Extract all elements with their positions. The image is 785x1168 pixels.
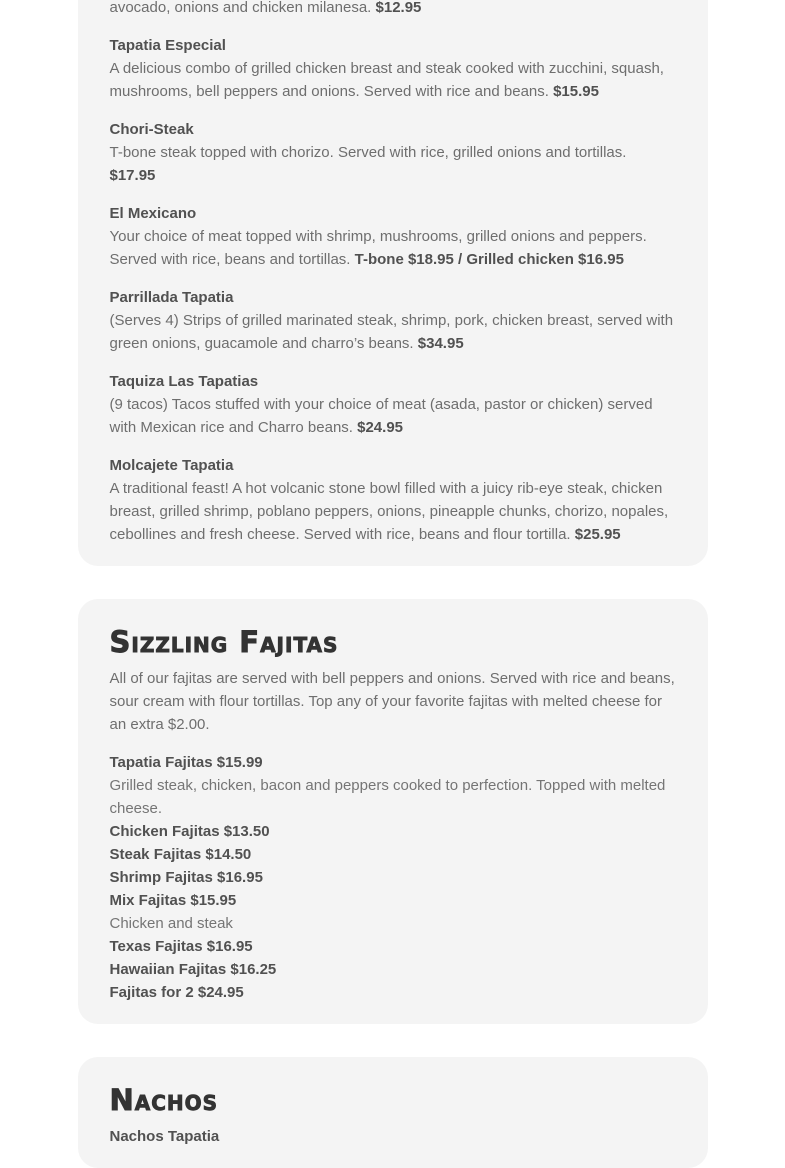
item-description: A delicious combo of grilled chicken breast and steak cooked with zucchini, squash, mushrooms, bell peppers and onions. Served with rice and beans.	[109, 60, 664, 100]
menu-item-partial	[110, 0, 676, 19]
item-description-line	[110, 477, 676, 546]
section-heading: Nachos	[109, 1083, 219, 1117]
item-name-price: Chicken Fajitas $13.50	[109, 823, 270, 840]
item-description-line	[110, 309, 676, 355]
item-price: $25.95	[574, 526, 621, 543]
item-name-price: Hawaiian Fajitas $16.25	[109, 961, 277, 978]
section-heading: Sizzling Fajitas	[109, 625, 339, 659]
item-description: Grilled steak, chicken, bacon and peppers cooked to perfection. Topped with melted cheese.	[109, 777, 666, 817]
fajitas-price-list	[110, 751, 676, 1004]
menu-item	[110, 202, 676, 271]
item-description-line	[110, 57, 676, 103]
item-price: $17.95	[109, 167, 156, 184]
section-intro: All of our fajitas are served with bell peppers and onions. Served with rice and beans, sour cream with flour tortillas. Top any of your favorite fajitas with melted cheese for an extra $2.00.	[109, 670, 675, 733]
menu-item	[110, 1125, 676, 1148]
item-description: (Serves 4) Strips of grilled marinated steak, shrimp, pork, chicken breast, served with green onions, guacamole and charro’s beans.	[109, 312, 674, 352]
item-name: Chori-Steak	[109, 121, 194, 138]
menu-item	[110, 118, 676, 187]
item-price: T-bone $18.95 / Grilled chicken $16.95	[354, 251, 624, 268]
item-description: Your choice of meat topped with shrimp, mushrooms, grilled onions and peppers. Served with rice, beans and tortillas.	[109, 228, 647, 268]
menu-item	[110, 454, 676, 546]
menu-item	[110, 370, 676, 439]
item-name: Nachos Tapatia	[109, 1128, 220, 1145]
item-description: Chicken and steak	[109, 915, 233, 932]
item-description-line	[110, 393, 676, 439]
item-price: $24.95	[357, 419, 404, 436]
item-name-price: Tapatia Fajitas $15.99	[109, 754, 263, 771]
item-name: Taquiza Las Tapatias	[109, 373, 259, 390]
item-name: Molcajete Tapatia	[109, 457, 234, 474]
item-name: Parrillada Tapatia	[109, 289, 234, 306]
item-price: $15.95	[553, 83, 599, 100]
item-price: $34.95	[417, 335, 464, 352]
item-description: A traditional feast! A hot volcanic stone bowl filled with a juicy rib-eye steak, chicken breast, grilled shrimp, poblano peppers, onions, pineapple chunks, chorizo, nopales, cebollines and fresh cheese. Served with rice, beans and flour tortilla.	[109, 480, 669, 543]
item-name-price: Steak Fajitas $14.50	[109, 846, 252, 863]
item-name-price: Shrimp Fajitas $16.95	[109, 869, 263, 886]
item-name-price: Fajitas for 2 $24.95	[109, 984, 244, 1001]
menu-item	[110, 286, 676, 355]
item-name: El Mexicano	[109, 205, 197, 222]
menu-item	[110, 34, 676, 103]
item-description: (9 tacos) Tacos stuffed with your choice of meat (asada, pastor or chicken) served with Mexican rice and Charro beans.	[109, 396, 653, 436]
item-description-line	[110, 225, 676, 271]
item-description: avocado, onions and chicken milanesa.	[109, 0, 372, 16]
item-price: $12.95	[375, 0, 422, 16]
item-description: T-bone steak topped with chorizo. Served with rice, grilled onions and tortillas.	[109, 144, 627, 161]
menu-section-card-nachos	[78, 1057, 708, 1168]
item-name-price: Mix Fajitas $15.95	[109, 892, 237, 909]
item-description-line	[110, 141, 676, 187]
menu-section-card-combos	[78, 0, 708, 566]
menu-section-card-fajitas	[78, 599, 708, 1024]
item-name-price: Texas Fajitas $16.95	[109, 938, 253, 955]
item-name: Tapatia Especial	[109, 37, 226, 54]
